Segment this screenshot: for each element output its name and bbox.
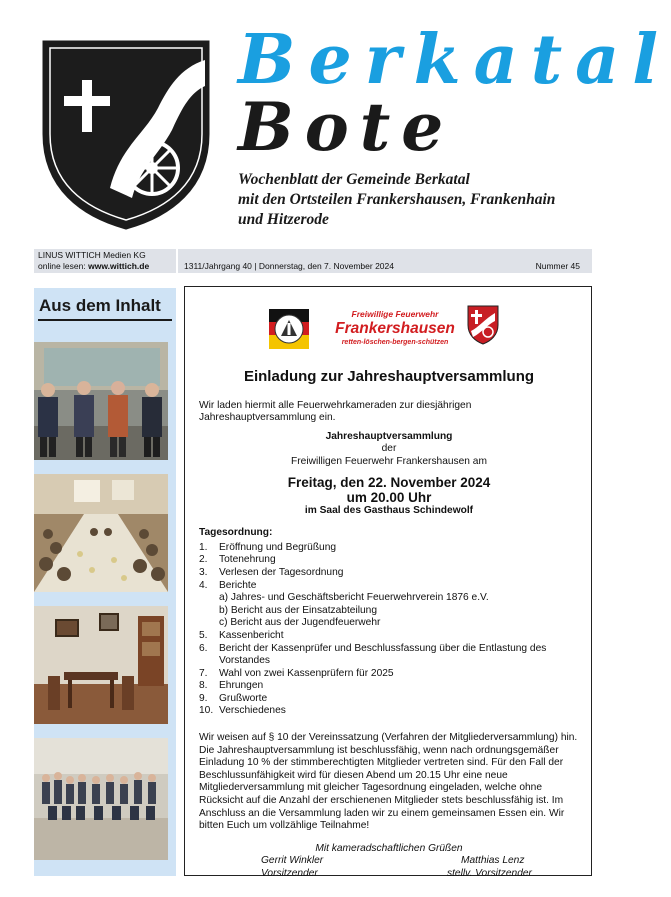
event-place: im Saal des Gasthaus Schindewolf (304, 504, 474, 516)
event-time: um 20.00 Uhr (346, 489, 432, 505)
list-item: 2. Totenehrung (199, 554, 276, 566)
issue-details: 1311/Jahrgang 40 | Donnerstag, den 7. November 2024 (184, 261, 394, 271)
event-der: der (381, 443, 397, 455)
fire-brigade-logo-text (335, 309, 455, 346)
online-label: online lesen: (38, 261, 86, 271)
tagline-line: und Hitzerode (238, 211, 329, 228)
tagline-line: mit den Ortsteilen Frankershausen, Frankenhain (238, 191, 556, 208)
greeting: Mit kameradschaftlichen Grüßen (315, 842, 463, 854)
closing-paragraph: Wir weisen auf § 10 der Vereinssatzung (Verfahren der Mitgliederversammlung) hin. Die Jahreshauptversammlung ist beschlussfähig, wenn nach ordnungsgemäßer Einladung 10 % der stimmberechtigten Mitglieder vertreten sind. Für den Fall der Beschlussunfähigkeit wird für diesen Abend um 20.15 Uhr eine neue Mitgliederversammlung mit gleicher Tagesordnung eingeladen, welche ohne Rücksicht auf die Anzahl der erschienenen Mitglieder stets beschlussfähig ist. Im Anschluss an die Versammlung laden wir zu einem gemeinsamen Essen ein. Wir bitten Euch um vollzählige Teilnahme! (199, 732, 578, 832)
list-item: c) Bericht aus der Jugendfeuerwehr (219, 617, 381, 629)
masthead-subtitle: Bote (238, 88, 455, 166)
publisher-name: LINUS WITTICH Medien KG (38, 250, 146, 260)
signature-1-role: Vorsitzender (261, 868, 318, 879)
list-item: 8. Ehrungen (199, 680, 264, 692)
sidebar-title: Aus dem Inhalt (39, 296, 161, 315)
article-intro: Wir laden hiermit alle Feuerwehrkameraden zur diesjährigen Jahreshauptversammlung ein. (199, 399, 472, 424)
list-item: 1. Eröffnung und Begrüßung (199, 541, 337, 553)
photo-honorees[interactable] (34, 342, 168, 460)
masthead-tagline (238, 170, 608, 230)
bar-divider (176, 249, 178, 273)
issue-number: Nummer 45 (535, 261, 580, 271)
list-item: a) Jahres- und Geschäftsbericht Feuerwehrverein 1876 e.V. (219, 592, 489, 604)
signature-1-name: Gerrit Winkler (261, 855, 324, 867)
announcement-box (184, 286, 592, 879)
agenda-list (199, 542, 579, 718)
article-heading: Einladung zur Jahreshauptversammlung (243, 368, 535, 385)
list-item: 6. Bericht der Kassenprüfer und Beschlussfassung über die Entlastung des Vorstandes (199, 642, 547, 667)
contents-sidebar (34, 288, 176, 876)
list-item: 7. Wahl von zwei Kassenprüfern für 2025 (199, 667, 394, 679)
sidebar-rule (38, 319, 172, 321)
list-item: 3. Verlesen der Tagesordnung (199, 566, 344, 578)
signature-2-name: Matthias Lenz (461, 855, 525, 867)
list-item: 5. Kassenbericht (199, 629, 284, 641)
article-body (199, 368, 579, 881)
list-item: 9. Grußworte (199, 692, 268, 704)
photo-group-youth[interactable] (34, 738, 168, 860)
ff-line-1: Freiwillige Feuerwehr (351, 309, 439, 319)
list-item: 4. Berichte (199, 579, 257, 591)
fire-brigade-badge-icon (269, 309, 309, 349)
event-org: Freiwilligen Feuerwehr Frankershausen am (291, 455, 487, 467)
photo-interior-room[interactable] (34, 606, 168, 724)
event-date: Freitag, den 22. November 2024 (287, 474, 491, 490)
issue-info-bar (34, 249, 592, 273)
photo-dinner-hall[interactable] (34, 474, 168, 592)
frankershausen-crest-icon (467, 305, 499, 345)
agenda-title: Tagesordnung: (199, 527, 273, 539)
masthead-title: Berkatal (238, 20, 671, 100)
publisher-block (38, 250, 149, 272)
list-item: 10. Verschiedenes (199, 705, 286, 717)
berkatal-coat-of-arms (40, 38, 212, 230)
online-link[interactable]: www.wittich.de (88, 261, 150, 271)
signatures (199, 855, 579, 881)
ff-line-2: Frankershausen (335, 320, 455, 337)
ff-line-3: retten-löschen-bergen-schützen (341, 339, 449, 346)
signature-2-role: stellv. Vorsitzender (447, 868, 532, 879)
tagline-line: Wochenblatt der Gemeinde Berkatal (238, 171, 470, 188)
list-item: b) Bericht aus der Einsatzabteilung (219, 604, 377, 616)
event-name: Jahreshauptversammlung (325, 430, 453, 442)
